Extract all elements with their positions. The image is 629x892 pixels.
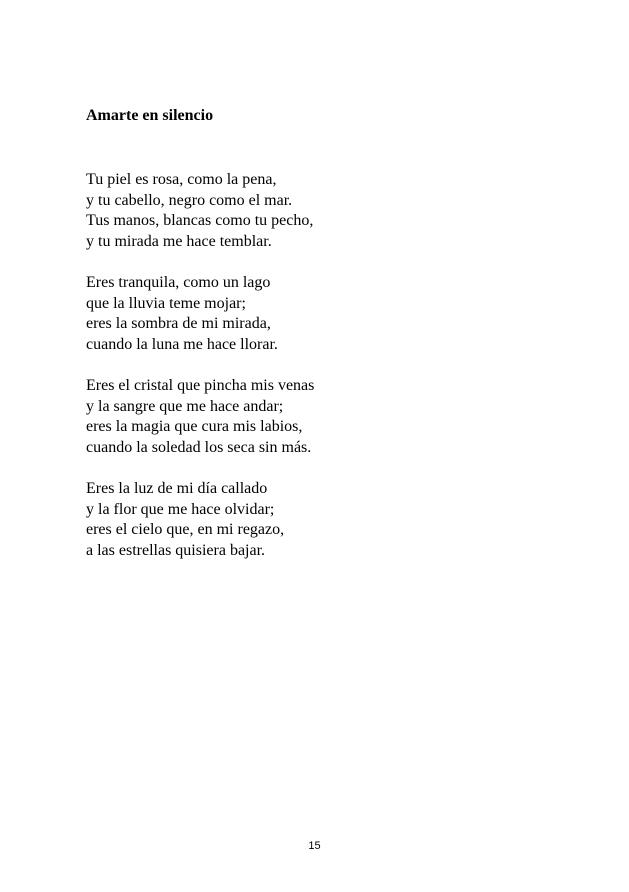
poem-line: y la sangre que me hace andar; <box>86 397 284 415</box>
poem-line: cuando la luna me hace llorar. <box>86 335 278 353</box>
poem-body <box>86 170 314 561</box>
poem-title: Amarte en silencio <box>86 107 214 124</box>
poem-line: eres la magia que cura mis labios, <box>86 418 303 436</box>
poem-line: que la lluvia teme mojar; <box>86 294 246 312</box>
poem-line: Tus manos, blancas como tu pecho, <box>86 212 314 230</box>
stanza <box>86 376 314 458</box>
poem-line: y tu mirada me hace temblar. <box>86 232 272 250</box>
poem-line: eres el cielo que, en mi regazo, <box>86 521 285 539</box>
poem-line: Eres la luz de mi día callado <box>86 479 268 497</box>
stanza <box>86 273 314 355</box>
poem-line: y la flor que me hace olvidar; <box>86 500 275 518</box>
stanza <box>86 479 314 561</box>
poem-line: Tu piel es rosa, como la pena, <box>86 171 277 188</box>
poem-line: eres la sombra de mi mirada, <box>86 315 271 333</box>
stanza <box>86 170 314 252</box>
poem-line: Eres el cristal que pincha mis venas <box>86 376 315 394</box>
poem-line: cuando la soledad los seca sin más. <box>86 438 312 456</box>
page-number: 15 <box>308 840 321 852</box>
poem-line: y tu cabello, negro como el mar. <box>86 191 293 209</box>
poem-line: a las estrellas quisiera bajar. <box>86 541 266 559</box>
poem-line: Eres tranquila, como un lago <box>86 273 271 291</box>
